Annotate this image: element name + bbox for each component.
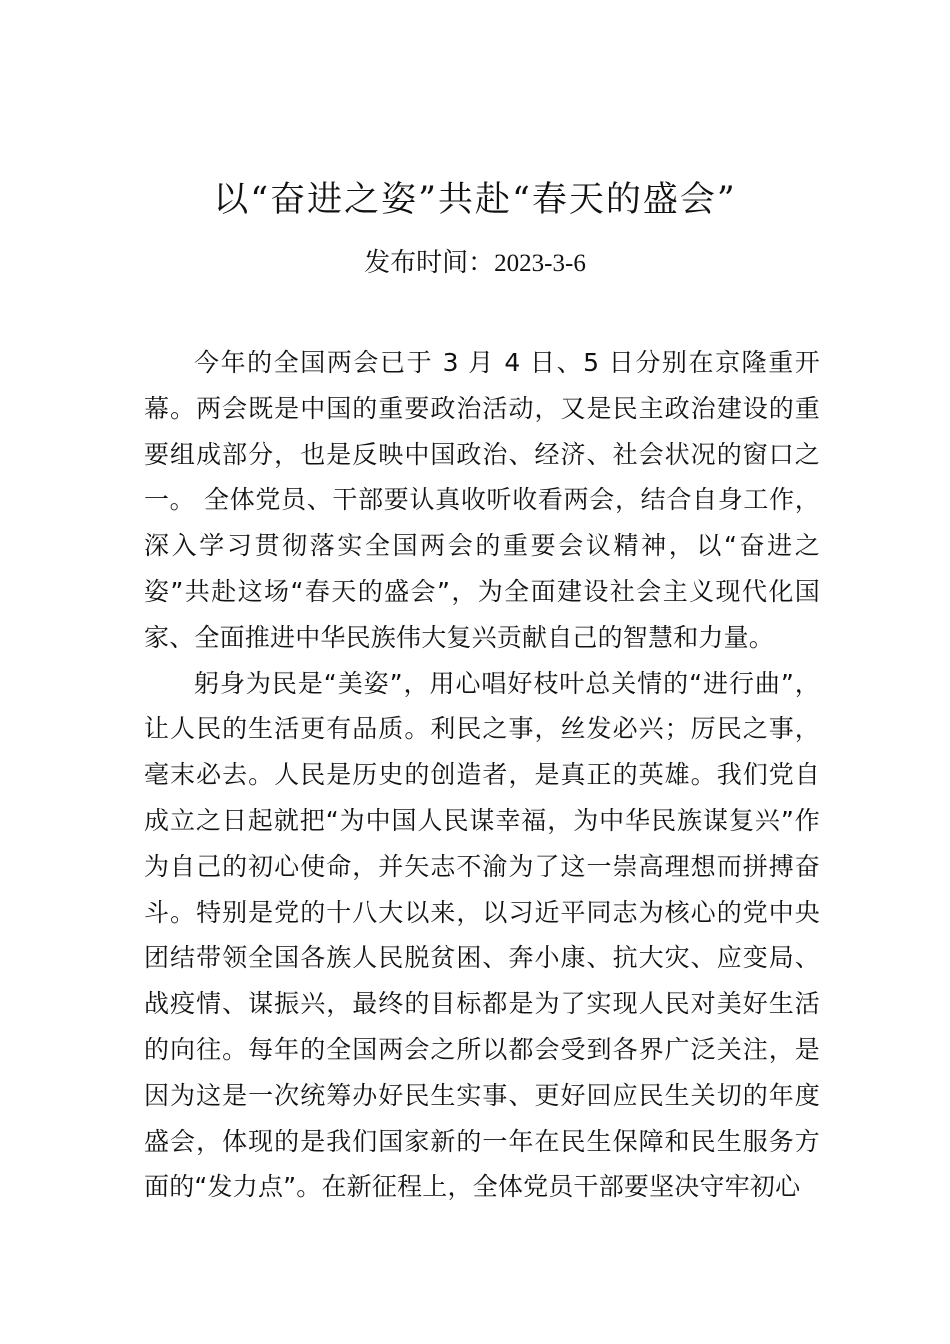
- document-body: [144, 340, 820, 1210]
- document-title: 以“奋进之姿”共赴“春天的盛会”: [213, 180, 737, 220]
- publish-date-label: 发布时间：: [364, 248, 495, 278]
- publish-date-value: 2023-3-6: [494, 250, 586, 277]
- publish-date: [0, 244, 950, 283]
- body-paragraph: 躬身为民是“美姿”，用心唱好枝叶总关情的“进行曲”，让人民的生活更有品质。利民之事，丝发必兴；厉民之事，毫末必去。人民是历史的创造者，是真正的英雄。我们党自成立之日起就把“为中国人民谋幸福，为中华民族谋复兴”作为自己的初心使命，并矢志不渝为了这一崇高理想而拼搏奋斗。特别是党的十八大以来，以习近平同志为核心的党中央团结带领全国各族人民脱贫困、奔小康、抗大灾、应变局、战疫情、谋振兴，最终的目标都是为了实现人民对美好生活的向往。每年的全国两会之所以都会受到各界广泛关注，是因为这是一次统筹办好民生实事、更好回应民生关切的年度盛会，体现的是我们国家新的一年在民生保障和民生服务方面的“发力点”。在新征程上，全体党员干部要坚决守牢初心: [144, 668, 820, 1202]
- body-paragraph: 今年的全国两会已于 3 月 4 日、5 日分别在京隆重开幕。两会既是中国的重要政治活动，又是民主政治建设的重要组成部分，也是反映中国政治、经济、社会状况的窗口之一。 全体党员、干部要认真收听收看两会，结合自身工作，深入学习贯彻落实全国两会的重要会议精神，以“奋进之姿”共赴这场“春天的盛会”，为全面建设社会主义现代化国家、全面推进中华民族伟大复兴贡献自己的智慧和力量。: [144, 348, 820, 652]
